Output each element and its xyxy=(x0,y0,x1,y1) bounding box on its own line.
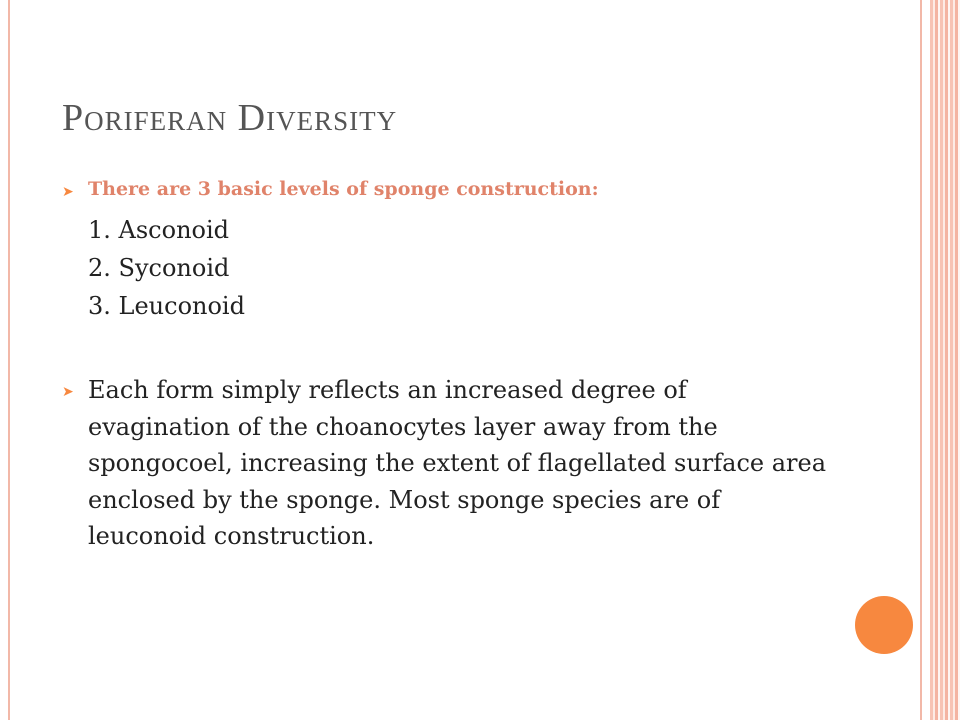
list-item-leuconoid: 3. Leuconoid xyxy=(88,292,245,320)
list-item-syconoid: 2. Syconoid xyxy=(88,254,230,282)
decorative-circle xyxy=(855,596,913,654)
bullet-1-text: There are 3 basic levels of sponge construction: xyxy=(88,178,599,200)
arrow-right-bullet-icon: ➤ xyxy=(62,384,74,400)
arrow-right-bullet-icon: ➤ xyxy=(62,184,74,200)
slide-title: Poriferan Diversity xyxy=(62,97,398,139)
list-item-asconoid: 1. Asconoid xyxy=(88,216,230,244)
decorative-stripes xyxy=(930,0,960,720)
bullet-2-text: Each form simply reflects an increased degree of evagination of the choanocytes layer away from the spongocoel, increasing the extent of flagellated surface area enclosed by the sponge. Most sponge species are of leuconoid construction. xyxy=(88,376,827,550)
